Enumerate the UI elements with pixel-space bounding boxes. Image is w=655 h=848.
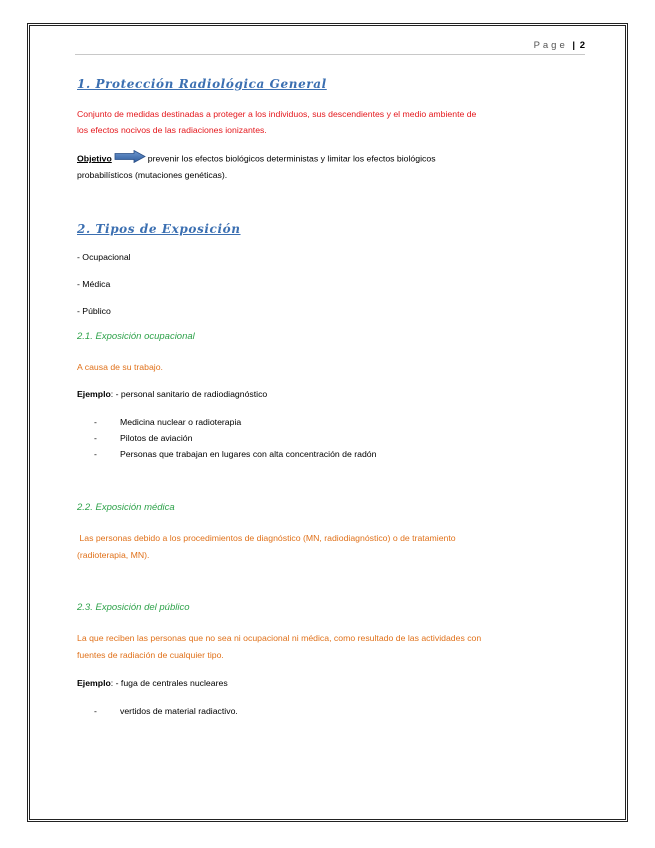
objective-line-1	[77, 150, 436, 168]
page-separator: |	[572, 40, 576, 51]
exposure-type-item: - Ocupacional	[77, 252, 131, 262]
subsection-2-2-description-line-1: Las personas debido a los procedimientos de diagnóstico (MN, radiodiagnóstico) o de tratamiento	[77, 533, 456, 543]
example-line	[77, 675, 228, 691]
subsection-2-2-description-line-2: (radioterapia, MN).	[77, 550, 150, 560]
list-item-text: vertidos de material radiactivo.	[120, 706, 238, 716]
section-2-heading: 2. Tipos de Exposición	[77, 222, 241, 236]
example-text: : - fuga de centrales nucleares	[110, 678, 228, 688]
section-1-definition-line-1: Conjunto de medidas destinadas a proteger a los individuos, sus descendientes y el medio ambiente de	[77, 109, 477, 119]
example-line	[77, 386, 267, 402]
exposure-type-item: - Público	[77, 306, 111, 316]
list-item: - vertidos de material radiactivo.	[94, 706, 238, 716]
list-item-text: Medicina nuclear o radioterapia	[120, 417, 242, 427]
objective-text: prevenir los efectos biológicos deterministas y limitar los efectos biológicos	[147, 153, 436, 164]
page-label: Page	[533, 40, 568, 51]
page-number: 2	[579, 40, 585, 51]
objective-line-2: probabilísticos (mutaciones genéticas).	[77, 170, 228, 180]
example-label: Ejemplo	[77, 389, 111, 399]
list-item: - Medicina nuclear o radioterapia	[94, 417, 242, 427]
list-item-text: Pilotos de aviación	[120, 433, 193, 443]
example-label: Ejemplo	[77, 678, 111, 688]
page-header	[75, 40, 585, 55]
subsection-2-1-heading: 2.1. Exposición ocupacional	[77, 331, 195, 342]
subsection-2-3-description-line-1: La que reciben las personas que no sea ni ocupacional ni médica, como resultado de las actividades con	[77, 633, 482, 643]
subsection-2-2-heading: 2.2. Exposición médica	[77, 502, 175, 513]
list-item: - Pilotos de aviación	[94, 433, 193, 443]
subsection-2-3-heading: 2.3. Exposición del público	[77, 602, 190, 613]
section-1-heading: 1. Protección Radiológica General	[77, 77, 327, 91]
subsection-2-3-description-line-2: fuentes de radiación de cualquier tipo.	[77, 650, 224, 660]
section-1-definition-line-2: los efectos nocivos de las radiaciones ionizantes.	[77, 125, 267, 135]
list-item: - Personas que trabajan en lugares con alta concentración de radón	[94, 449, 377, 459]
example-text: : - personal sanitario de radiodiagnóstico	[110, 389, 268, 399]
exposure-type-item: - Médica	[77, 279, 111, 289]
objective-label: Objetivo	[77, 153, 112, 164]
list-item-text: Personas que trabajan en lugares con alta concentración de radón	[120, 449, 377, 459]
right-arrow-icon	[114, 150, 146, 168]
subsection-2-1-description: A causa de su trabajo.	[77, 362, 163, 372]
